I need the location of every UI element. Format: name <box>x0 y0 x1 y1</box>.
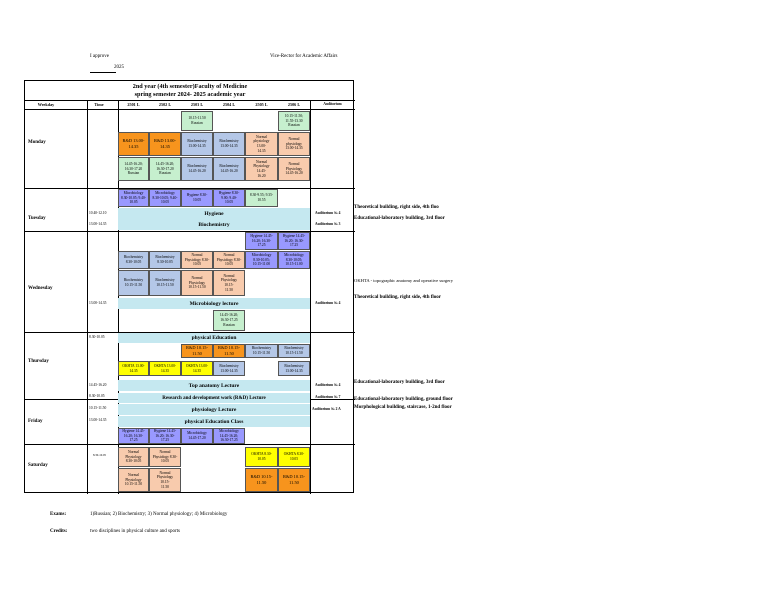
cell-thu-bio-2505: Biochemistry 10.15-11.50 <box>245 344 278 358</box>
cell-thu-oki-2503: OKHTA 13.00- 14.35 <box>181 361 213 376</box>
exams-value: 1)Russian; 2) Biochemistry; 3) Normal physiology; 4) Microbiology <box>90 512 228 517</box>
col-2502: 2502 L <box>158 102 172 107</box>
col-2501: 2501 L <box>127 102 140 107</box>
aud-thu-2: Auditorium № 4 <box>315 383 341 387</box>
time-sat: 8.30-10.05 <box>93 453 106 457</box>
col-weekday: Weekday <box>37 102 55 107</box>
band-topanat: Top anatomy Lecture <box>118 380 310 391</box>
title-line-1: 2nd year (4th semester)Faculty of Medicine <box>132 83 248 90</box>
title-line-2: spring semester 2024- 2025 academic year <box>134 91 246 99</box>
cell-wed-np2-2503: Normal Physiology 10.15-11.50 <box>181 270 213 296</box>
day-wednesday: Wednesday <box>28 286 53 291</box>
cell-tue-misc-2505: 8.30-9.55; 9.35- 10.55 <box>245 189 278 207</box>
cell-mon-bio2-2503: Biochemistry 14.45-16.20 <box>181 157 213 181</box>
cell-wed-bio-2502: Biochemistry 8.30-10.05 <box>149 251 181 269</box>
cell-sat-rnd-2505: R&D 10.15- 11.50 <box>245 468 278 492</box>
time-tue-2: 13.00-14.35 <box>89 222 107 226</box>
cell-thu-bio2-2504: Biochemistry 13.00-14.35 <box>213 361 245 376</box>
cell-wed-bio2-2501: Biochemistry 10.15-11.50 <box>118 270 149 296</box>
time-fri-1: 8.30-10.05 <box>89 394 105 398</box>
cell-sat-oki-2505: OKHTA 8.30- 10.05 <box>245 447 278 467</box>
cell-mon-bio2-2504: Biochemistry 14.45-16.20 <box>213 157 245 181</box>
cell-thu-oki-2501: OKHTA 13.00- 14.35 <box>118 361 149 376</box>
cell-wed-np-2503: Normal Physiology 8.30- 10.05 <box>181 251 213 269</box>
cell-wed-mic-2505: Microbiology 8.30-10.05; 10.15-11.00 <box>245 251 278 269</box>
day-tuesday: Tuesday <box>28 216 46 221</box>
cell-mon-bio-2503: Biochemistry 13.00-14.35 <box>181 132 213 156</box>
day-friday: Friday <box>28 419 43 424</box>
time-tue-1: 10.40-12.10 <box>89 211 107 215</box>
cell-sat-np-2501: Normal Physiology 8.30-10.05 <box>118 447 149 467</box>
band-biochemistry: Biochemistry <box>118 219 310 230</box>
col-auditorium: Auditorium <box>323 102 342 106</box>
cell-wed-np2-2504: Normal Physiology 10.15- 11.50 <box>213 270 245 296</box>
time-thu-1: 8.30-10.05 <box>89 335 105 339</box>
cell-mon-rus-2501: 14.45-16.20; 16.30-17.20 Russian <box>118 157 149 181</box>
cell-sat-np2-2501: Normal Physiology 10.15-11.50 <box>118 468 149 492</box>
cell-tue-micro-2502: Microbiology 8.30-10.05; 9.40- 10.05 <box>149 189 181 207</box>
approve-signature-line <box>90 72 116 73</box>
cell-thu-rnd-2503: R&D 10.15- 11.50 <box>181 344 213 358</box>
note-edu-lab-2: Educational-laboratory building, 3rd floor <box>354 380 445 385</box>
note-theoretical-2: Theoretical building, right side, 4th floor <box>354 295 441 300</box>
time-thu-2: 14.45-16.20 <box>89 383 107 387</box>
band-micro-lecture: Microbiology lecture <box>118 298 310 309</box>
cell-mon-np2-2506: Normal Physiology 14.45-16.20 <box>278 157 310 181</box>
note-okhta: OKHTA - topographic anatomy and operative surgery <box>354 278 454 283</box>
approve-label: I approve <box>90 54 110 59</box>
cell-mon-bio-2504: Biochemistry 13.00-14.35 <box>213 132 245 156</box>
col-2505: 2505 L <box>255 102 268 107</box>
cell-mon-rus-2502: 14.45-16.20; 16.30-17.20 Russian <box>149 157 181 181</box>
band-pe-class: physical Education Class <box>118 416 310 427</box>
cell-sat-rnd-2506: R&D 10.15- 11.50 <box>278 468 310 492</box>
cell-tue-hyg-2504: Hygiene 8.30- 9.00; 9.40- 10.05 <box>213 189 245 207</box>
credits-label: Credits: <box>50 529 68 534</box>
aud-tue-1: Auditorium № 4 <box>315 211 341 215</box>
col-2504: 2504 L <box>222 102 236 107</box>
day-saturday: Saturday <box>28 463 48 468</box>
col-time: Time <box>94 102 104 107</box>
schedule-table <box>24 80 354 493</box>
cell-tue-micro-2501: Microbiology 8.30-10.05; 9.40- 10.05 <box>118 189 149 207</box>
cell-thu-bio2-2505: Biochemistry 13.00-14.35 <box>278 361 310 376</box>
note-edu-lab-1: Educational-laboratory building, 3rd floor <box>354 216 445 221</box>
cell-mon-np-2505: Normal physiology 13.00- 14.35 <box>245 132 278 156</box>
credits-value: two disciplines in physical culture and sports <box>90 529 180 534</box>
note-edu-lab-3: Educational-laboratory building, ground floor Morphological building, staircase, 1-2nd floor <box>354 397 453 410</box>
band-physio: physiology Lecture <box>118 404 310 415</box>
cell-wed-hyg-2505: Hygiene 14.45- 16.20; 16.30- 17.25 <box>245 232 278 250</box>
cell-fri-mic-2504: Microbiology 14.45-16.20; 16.30-17.25 <box>213 428 245 444</box>
cell-tue-hyg-2503: Hygiene 8.30- 10.05 <box>181 189 213 207</box>
table-title <box>25 83 355 100</box>
cell-mon-rnd-2501: R&D 13.00- 14.35 <box>118 132 149 156</box>
cell-thu-rnd-2504: R&D 10.15- 11.50 <box>213 344 245 358</box>
cell-mon-np-2506: Normal physiology 13.00-14.35 <box>278 132 310 156</box>
approve-year: 2025 <box>114 65 124 70</box>
day-thursday: Thursday <box>28 359 49 364</box>
vice-rector-label: Vice-Rector for Academic Affairs <box>270 54 338 59</box>
col-2506: 2506 L <box>287 102 301 107</box>
cell-fri-hyg-2501: Hygiene 14.45- 16.20; 16.30- 17.25 <box>118 428 149 444</box>
cell-mon-russian-2503: 10.15-11.50 Russian <box>181 111 213 131</box>
cell-wed-bio2-2502: Biochemistry 10.15-11.50 <box>149 270 181 296</box>
time-fri-3: 13.00-14.35 <box>89 418 107 422</box>
cell-mon-np2-2505: Normal Physiology 14.45- 16.20 <box>245 157 278 181</box>
note-theoretical-1: Theoretical building, right side, 4th floo <box>354 205 439 210</box>
cell-wed-hyg-2506: Hygiene 14.45- 16.20; 16.30- 17.25 <box>278 232 310 250</box>
cell-thu-bio-2506: Biochemistry 10.15-11.50 <box>278 344 310 358</box>
cell-thu-oki-2502: OKHTA 13.00- 14.35 <box>149 361 181 376</box>
cell-wed-mic-2506: Microbiology 8.30-10.05; 10.15-11.00 <box>278 251 310 269</box>
cell-sat-oki-2506: OKHTA 8.30- 10.05 <box>278 447 310 467</box>
day-monday: Monday <box>28 140 46 145</box>
band-pe: physical Education <box>118 333 310 343</box>
band-hygiene: Hygiene <box>118 208 310 219</box>
cell-sat-np-2502: Normal Physiology 8.30- 10.05 <box>149 447 181 467</box>
cell-fri-mic-2503: Microbiology 14.45-17.20 <box>181 428 213 444</box>
aud-wed: Auditorium № 4 <box>315 301 341 305</box>
cell-wed-rus-2504: 14.45-16.20; 16.30-17.25 Russian <box>213 310 245 331</box>
aud-fri-1: Auditorium № 7 <box>315 395 341 399</box>
cell-wed-np-2504: Normal Physiology 8.30- 10.05 <box>213 251 245 269</box>
cell-mon-russian-2506: 10.15-11.50; 11.55-13.30 Russian <box>278 111 310 131</box>
time-wed: 13.00-14.35 <box>89 301 107 305</box>
cell-sat-np2-2502: Normal Physiology 10.15- 11.50 <box>149 468 181 492</box>
time-fri-2: 10.15-11.50 <box>89 406 107 410</box>
exams-label: Exams: <box>50 512 67 517</box>
aud-tue-2: Auditorium № 3 <box>315 222 341 226</box>
cell-mon-rnd-2502: R&D 13.00- 14.35 <box>149 132 181 156</box>
col-2503: 2503 L <box>190 102 204 107</box>
cell-wed-bio-2501: Biochemistry 8.30-10.05 <box>118 251 149 269</box>
cell-fri-hyg-2502: Hygiene 14.45- 16.20; 16.30- 17.25 <box>149 428 181 444</box>
aud-fri-2: Auditorium № 2 A <box>312 407 341 411</box>
band-rnd: Research and development work (R&D) Lecture <box>118 393 310 403</box>
